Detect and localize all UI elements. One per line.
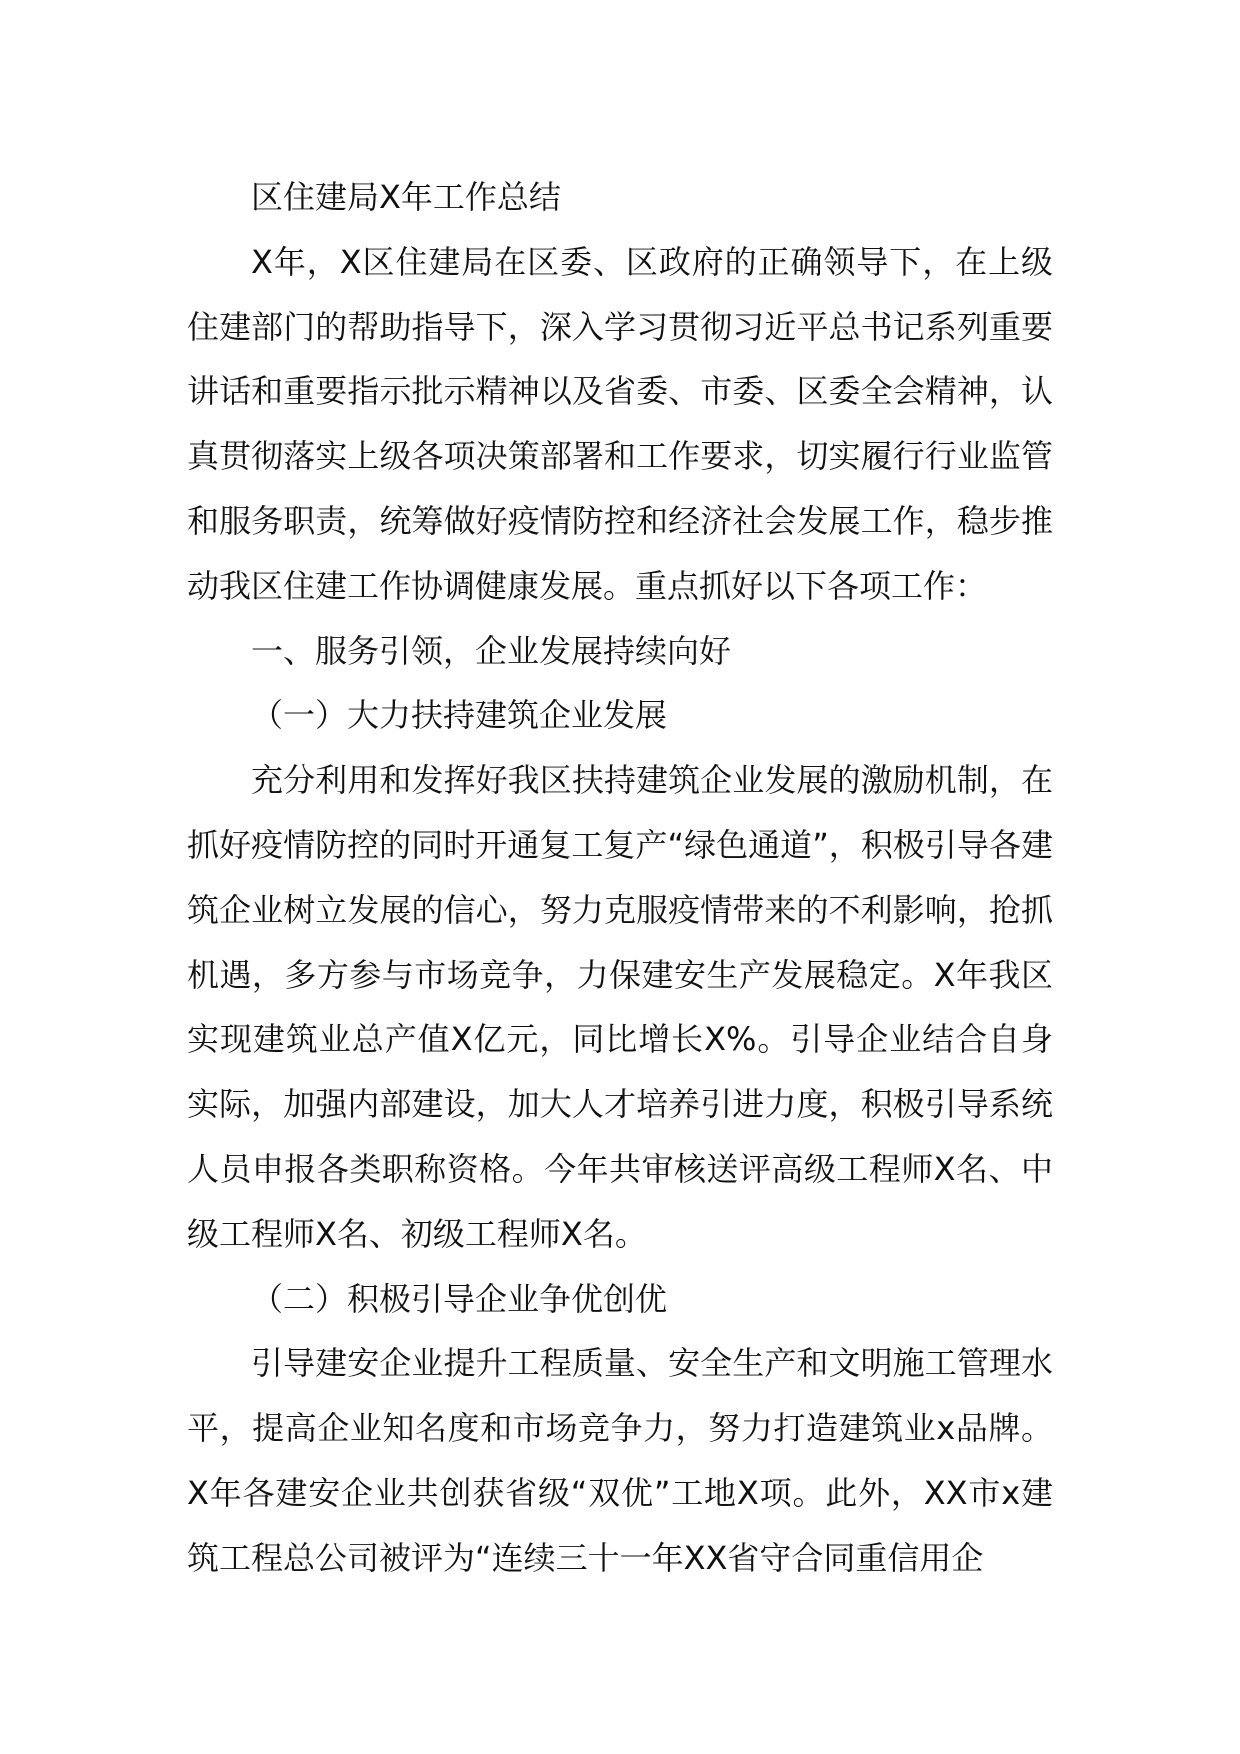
- section-heading-1: 一、服务引领，企业发展持续向好: [251, 631, 732, 670]
- document-body: [187, 165, 1053, 1591]
- document-title: 区住建局X年工作总结: [251, 178, 561, 216]
- body-paragraph-2: 引导建安企业提升工程质量、安全生产和文明施工管理水平，提高企业知名度和市场竞争力，努力打造建筑业x品牌。X年各建安企业共创获省级“双优”工地X项。此外，XX市x建筑工程总公司被评为“连续三十一年XX省守合同重信用企: [187, 1344, 1053, 1577]
- body-paragraph-1: 充分利用和发挥好我区扶持建筑企业发展的激励机制，在抓好疫情防控的同时开通复工复产“绿色通道”，积极引导各建筑企业树立发展的信心，努力克服疫情带来的不利影响，抢抓机遇，多方参与市场竞争，力保建安生产发展稳定。X年我区实现建筑业总产值X亿元，同比增长X%。引导企业结合自身实际，加强内部建设，加大人才培养引进力度，积极引导系统人员申报各类职称资格。今年共审核送评高级工程师X名、中级工程师X名、初级工程师X名。: [187, 761, 1053, 1253]
- intro-paragraph: X年，X区住建局在区委、区政府的正确领导下，在上级住建部门的帮助指导下，深入学习贯彻习近平总书记系列重要讲话和重要指示批示精神以及省委、市委、区委全会精神，认真贯彻落实上级各项决策部署和工作要求，切实履行行业监管和服务职责，统筹做好疫情防控和经济社会发展工作，稳步推动我区住建工作协调健康发展。重点抓好以下各项工作：: [187, 242, 1053, 605]
- subsection-heading-1: （一）大力扶持建筑企业发展: [251, 696, 668, 735]
- subsection-heading-2: （二）积极引导企业争优创优: [251, 1279, 668, 1318]
